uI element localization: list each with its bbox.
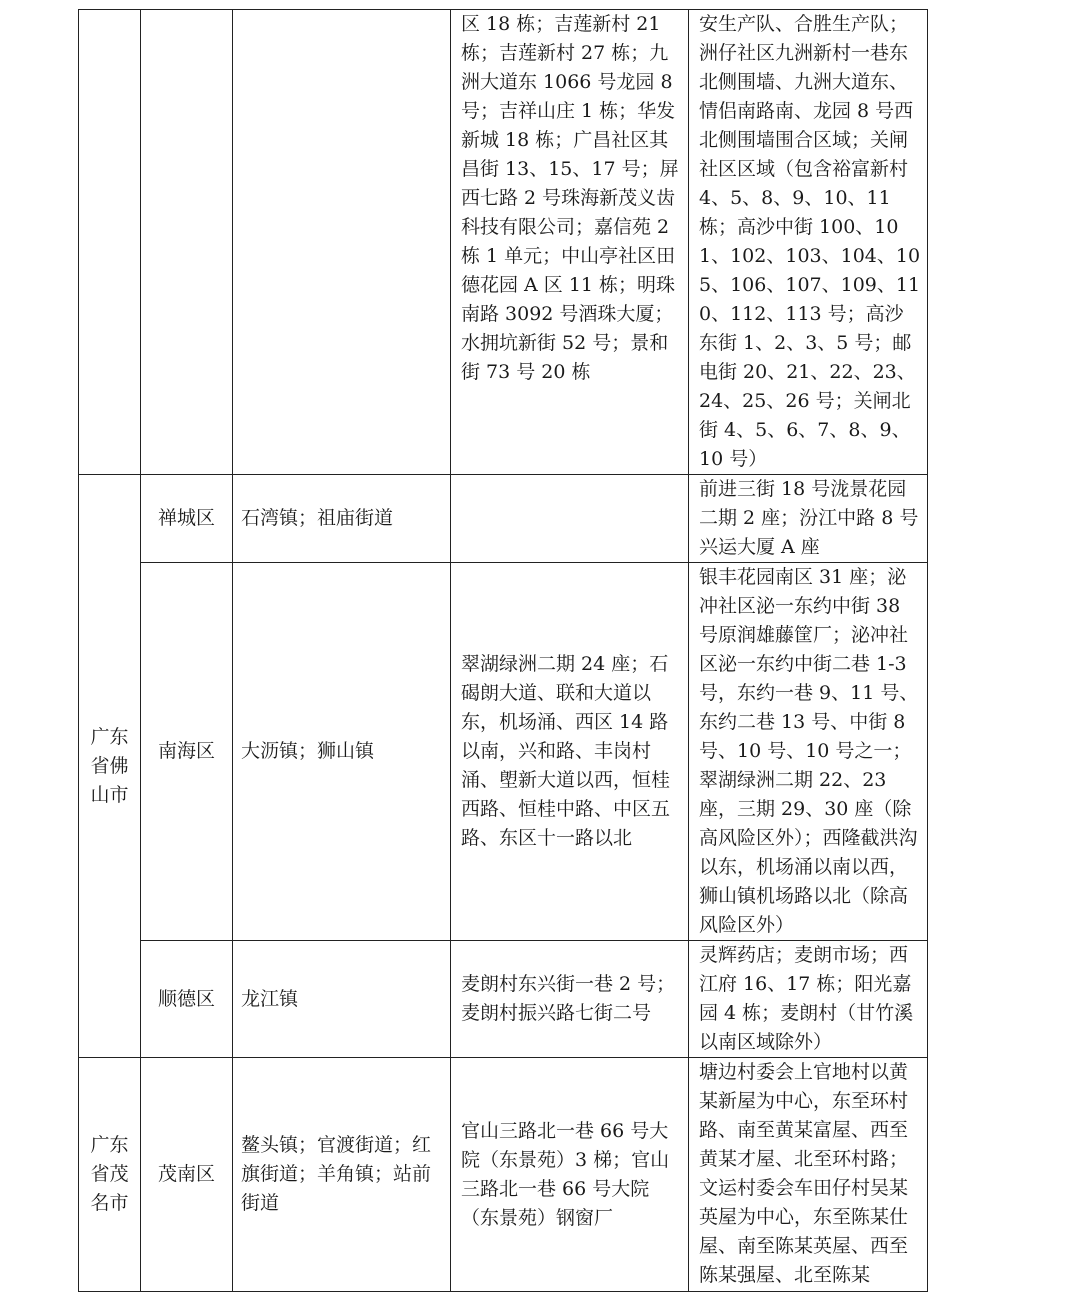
- city-cell: 广东省茂名市: [79, 1058, 141, 1292]
- district-cell: 茂南区: [141, 1058, 233, 1292]
- low-risk-cell: 前进三街 18 号泷景花园二期 2 座；汾江中路 8 号兴运大厦 A 座: [689, 475, 928, 563]
- table-row: [79, 10, 928, 475]
- district-cell: [141, 10, 233, 475]
- city-cell: [79, 10, 141, 475]
- district-cell: 南海区: [141, 563, 233, 941]
- medium-risk-cell: 翠湖绿洲二期 24 座；石碣朗大道、联和大道以东，机场涌、西区 14 路以南，兴和路、丰岗村涌、塱新大道以西，恒桂西路、恒桂中路、中区五路、东区十一路以北: [451, 563, 689, 941]
- table-row: [79, 475, 928, 563]
- district-cell: 禅城区: [141, 475, 233, 563]
- medium-risk-cell: 麦朗村东兴街一巷 2 号；麦朗村振兴路七街二号: [451, 941, 689, 1058]
- medium-risk-cell: [451, 475, 689, 563]
- low-risk-cell: 灵辉药店；麦朗市场；西江府 16、17 栋；阳光嘉园 4 栋；麦朗村（甘竹溪以南区域除外）: [689, 941, 928, 1058]
- towns-cell: 龙江镇: [233, 941, 451, 1058]
- low-risk-cell: 银丰花园南区 31 座；泌冲社区泌一东约中街 38 号原润雄藤筐厂；泌冲社区泌一东约中街二巷 1-3 号，东约一巷 9、11 号、东约二巷 13 号、中街 8 号、10 号、10 号之一；翠湖绿洲二期 22、23 座，三期 29、30 座（除高风险区外）；西隆截洪沟以东，机场涌以南以西，狮山镇机场路以北（除高风险区外）: [689, 563, 928, 941]
- towns-cell: 石湾镇；祖庙街道: [233, 475, 451, 563]
- district-cell: 顺德区: [141, 941, 233, 1058]
- city-cell: 广东省佛山市: [79, 475, 141, 1058]
- table-row: [79, 941, 928, 1058]
- towns-cell: [233, 10, 451, 475]
- table-row: [79, 1058, 928, 1292]
- table-row: [79, 563, 928, 941]
- medium-risk-cell: 区 18 栋；吉莲新村 21 栋；吉莲新村 27 栋；九洲大道东 1066 号龙园 8 号；吉祥山庄 1 栋；华发新城 18 栋；广昌社区其昌街 13、15、17 号；屏西七路 2 号珠海新茂义齿科技有限公司；嘉信苑 2 栋 1 单元；中山亭社区田德花园 A 区 11 栋；明珠南路 3092 号酒珠大厦；水拥坑新街 52 号；景和街 73 号 20 栋: [451, 10, 689, 475]
- towns-cell: 大沥镇；狮山镇: [233, 563, 451, 941]
- low-risk-cell: 塘边村委会上官地村以黄某新屋为中心，东至环村路、南至黄某富屋、西至黄某才屋、北至环村路；文运村委会车田仔村吴某英屋为中心，东至陈某仕屋、南至陈某英屋、西至陈某强屋、北至陈某: [689, 1058, 928, 1292]
- towns-cell: 鳌头镇；官渡街道；红旗街道；羊角镇；站前街道: [233, 1058, 451, 1292]
- risk-area-table: [78, 9, 928, 1292]
- low-risk-cell: 安生产队、合胜生产队；洲仔社区九洲新村一巷东北侧围墙、九洲大道东、情侣南路南、龙园 8 号西北侧围墙围合区域；关闸社区区域（包含裕富新村 4、5、8、9、10、11 栋；高沙中街 100、101、102、103、104、105、106、107、109、110、112、113 号；高沙东街 1、2、3、5 号；邮电街 20、21、22、23、24、25、26 号；关闸北街 4、5、6、7、8、9、10 号）: [689, 10, 928, 475]
- medium-risk-cell: 官山三路北一巷 66 号大院（东景苑）3 梯；官山三路北一巷 66 号大院（东景苑）钢窗厂: [451, 1058, 689, 1292]
